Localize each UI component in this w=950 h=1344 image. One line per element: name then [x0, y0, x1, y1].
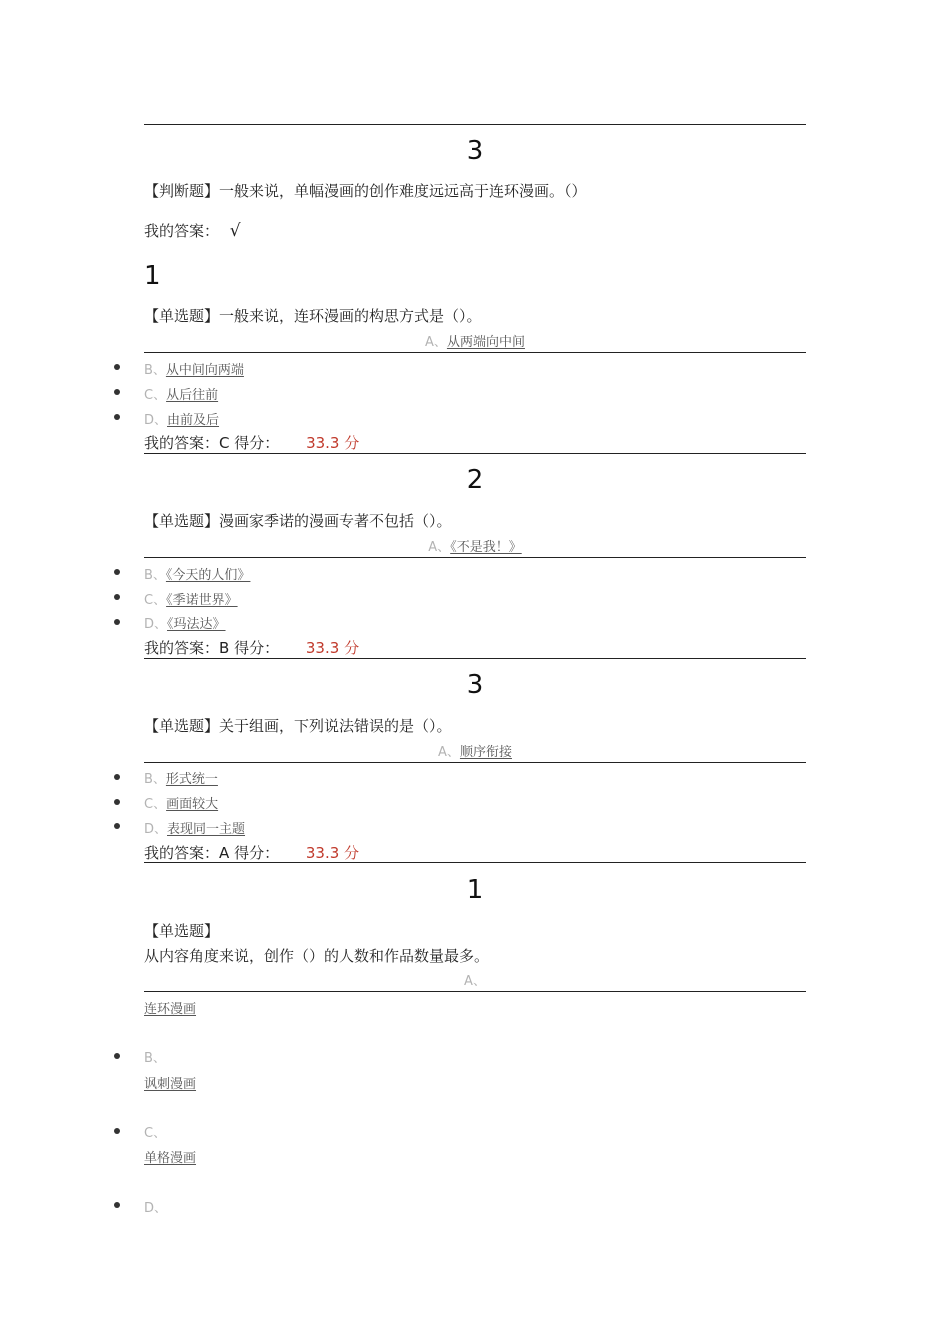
divider: [144, 557, 806, 558]
option-letter: A、: [438, 745, 460, 760]
option-d[interactable]: [144, 613, 226, 632]
answer-value: √: [229, 221, 241, 241]
option-a[interactable]: [144, 741, 806, 760]
option-text[interactable]: 讽刺漫画: [144, 1077, 197, 1092]
option-c[interactable]: [144, 589, 238, 608]
answer-value: C: [219, 434, 230, 452]
option-a[interactable]: [144, 998, 196, 1017]
question-type: 【单选题】: [144, 922, 220, 940]
option-letter: A、: [425, 335, 447, 350]
bullet: [114, 1053, 120, 1059]
divider: [144, 124, 806, 125]
question-text: 【单选题】一般来说，连环漫画的构思方式是（）。: [144, 307, 482, 325]
option-letter: B、: [144, 568, 166, 583]
divider: [144, 762, 806, 763]
option-letter: C、: [144, 797, 167, 812]
my-answer: [144, 842, 359, 863]
section-number: 1: [144, 261, 161, 291]
option-text[interactable]: 从后往前: [166, 388, 219, 403]
question-number: 3: [466, 136, 484, 166]
bullet: [114, 774, 120, 780]
question-text: 【判断题】一般来说，单幅漫画的创作难度远远高于连环漫画。（）: [144, 182, 587, 200]
bullet: [114, 1202, 120, 1208]
question-text: 【单选题】关于组画，下列说法错误的是（）。: [144, 717, 452, 735]
question-number: 3: [466, 670, 484, 700]
score-label: 得分：: [234, 844, 280, 862]
question-number: 1: [466, 875, 484, 905]
my-answer: [144, 432, 359, 453]
option-letter: A、: [428, 540, 451, 555]
option-text[interactable]: 画面较大: [166, 797, 219, 812]
bullet: [114, 594, 120, 600]
option-letter: D、: [144, 822, 168, 837]
bullet: [114, 414, 120, 420]
option-d-letter[interactable]: D、: [144, 1201, 168, 1216]
my-answer: [144, 220, 241, 241]
option-c[interactable]: [144, 1147, 196, 1166]
option-letter: B、: [144, 772, 166, 787]
option-text[interactable]: 由前及后: [167, 413, 220, 428]
score-value: 33.3 分: [305, 844, 360, 862]
option-text[interactable]: 从中间向两端: [165, 363, 244, 378]
option-b[interactable]: [144, 1073, 196, 1092]
divider: [144, 862, 806, 863]
answer-label: 我的答案：: [144, 222, 220, 240]
option-letter: C、: [144, 593, 167, 608]
answer-label: 我的答案：: [144, 639, 220, 657]
bullet: [114, 799, 120, 805]
option-text[interactable]: 《今天的人们》: [165, 568, 251, 583]
score-value: 33.3 分: [306, 434, 360, 452]
option-text[interactable]: 顺序衔接: [459, 745, 512, 760]
option-text[interactable]: 《不是我！》: [450, 540, 522, 555]
bullet: [114, 569, 120, 575]
option-text[interactable]: 表现同一主题: [167, 822, 246, 837]
question-text: 【单选题】漫画家季诺的漫画专著不包括（）。: [144, 512, 452, 530]
bullet: [114, 619, 120, 625]
bullet: [114, 823, 120, 829]
option-b[interactable]: [144, 768, 218, 787]
option-c-letter: C、: [144, 1126, 167, 1141]
divider: [144, 453, 806, 454]
answer-label: 我的答案：: [144, 434, 220, 452]
my-answer: [144, 637, 359, 658]
bullet: [114, 389, 120, 395]
option-text[interactable]: 《玛法达》: [167, 617, 226, 632]
bullet: [114, 1128, 120, 1134]
divider: [144, 658, 806, 659]
option-a[interactable]: [144, 331, 806, 350]
option-d[interactable]: [144, 818, 245, 837]
option-b[interactable]: [144, 564, 250, 583]
bullet: [114, 364, 120, 370]
option-text[interactable]: 《季诺世界》: [166, 593, 238, 608]
answer-value: A: [219, 844, 230, 862]
option-a-letter: A、: [464, 974, 486, 989]
option-text[interactable]: 单格漫画: [144, 1151, 197, 1166]
divider: [144, 352, 806, 353]
score-label: 得分：: [234, 434, 280, 452]
option-letter: C、: [144, 388, 167, 403]
option-a[interactable]: [144, 536, 806, 555]
score-value: 33.3 分: [305, 639, 360, 657]
question-text: 从内容角度来说，创作（）的人数和作品数量最多。: [144, 947, 490, 965]
option-text[interactable]: 形式统一: [165, 772, 218, 787]
option-b[interactable]: [144, 359, 244, 378]
option-b-letter: B、: [144, 1051, 166, 1066]
divider: [144, 991, 806, 992]
option-d[interactable]: [144, 409, 219, 428]
answer-value: B: [219, 639, 230, 657]
answer-label: 我的答案：: [144, 844, 220, 862]
option-c[interactable]: [144, 793, 218, 812]
score-label: 得分：: [234, 639, 280, 657]
option-letter: D、: [144, 617, 168, 632]
option-letter: D、: [144, 413, 168, 428]
option-text[interactable]: 从两端向中间: [446, 335, 525, 350]
question-number: 2: [466, 465, 484, 495]
option-c[interactable]: [144, 384, 218, 403]
option-letter: B、: [144, 363, 166, 378]
option-text[interactable]: 连环漫画: [144, 1002, 197, 1017]
